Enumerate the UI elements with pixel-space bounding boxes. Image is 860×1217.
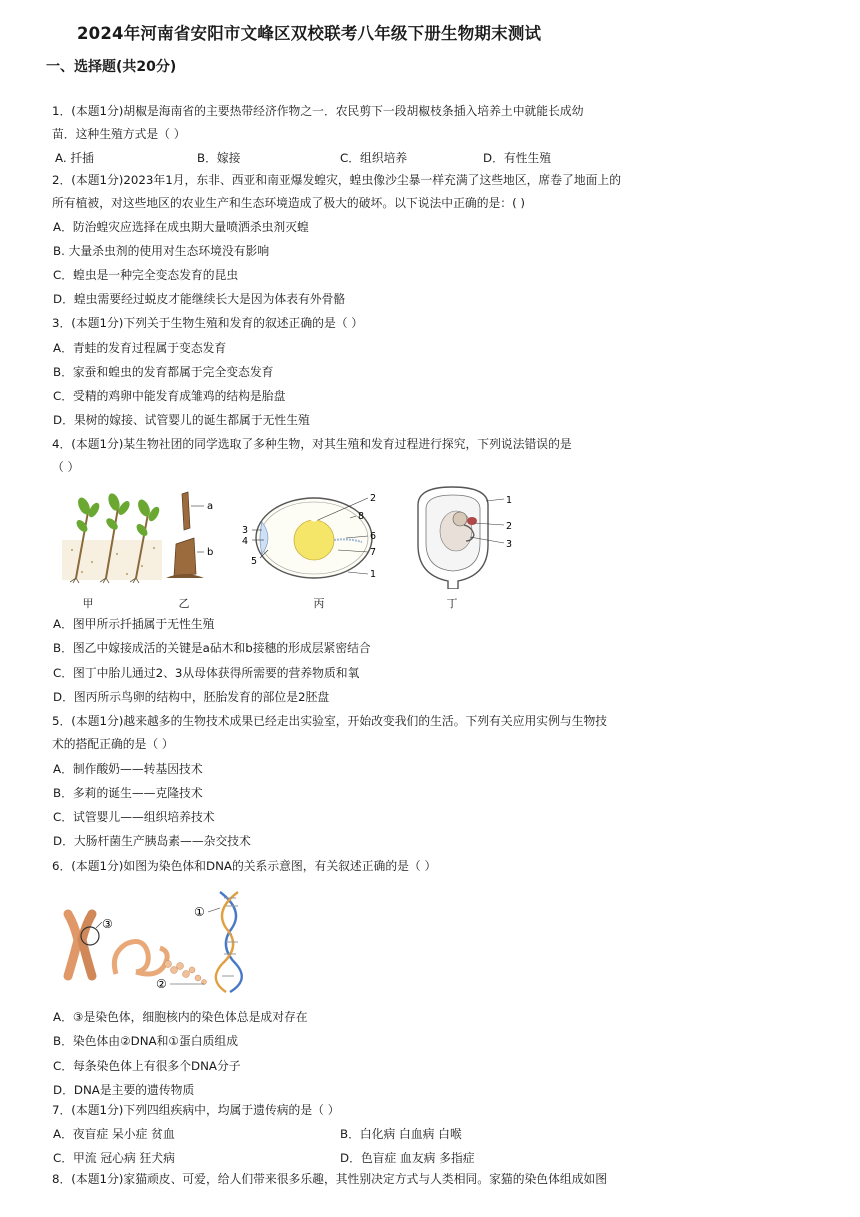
q2-option-a[interactable]: A．防治蝗灾应选择在成虫期大量喷洒杀虫剂灭蝗 (53, 220, 309, 234)
q5-option-a[interactable]: A．制作酸奶——转基因技术 (53, 762, 203, 776)
label-yi-b: b (207, 547, 214, 558)
label-bing-7: 7 (370, 547, 377, 558)
q7-option-b[interactable]: B．白化病 白血病 白喉 (340, 1127, 462, 1141)
q1-option-b[interactable]: B．嫁接 (197, 151, 241, 165)
q3-option-c[interactable]: C．受精的鸡卵中能发育成雏鸡的结构是胎盘 (53, 389, 286, 403)
label-protein-1: ① (194, 905, 205, 919)
label-ding-3: 3 (506, 539, 513, 550)
question-4-text: 4．(本题1分)某生物社团的同学选取了多种生物，对其生殖和发育过程进行探究，下列说法错误的是 (52, 437, 572, 451)
question-2-text: 2．(本题1分)2023年1月，东非、西亚和南亚爆发蝗灾，蝗虫像沙尘暴一样充满了这些地区，席卷了地面上的 (52, 173, 622, 187)
figure-ding-uterus (408, 485, 520, 589)
figure-jia-cuttings (62, 492, 162, 584)
q7-option-c[interactable]: C．甲流 冠心病 狂犬病 (53, 1151, 175, 1165)
q5-option-d[interactable]: D．大肠杆菌生产胰岛素——杂交技术 (53, 834, 251, 848)
q4-option-b[interactable]: B．图乙中嫁接成活的关键是a砧木和b接穗的形成层紧密结合 (53, 641, 371, 655)
q5-option-b[interactable]: B．多莉的诞生——克隆技术 (53, 786, 203, 800)
label-ding-1: 1 (506, 495, 513, 506)
figure-chromosome-dna (60, 884, 268, 996)
figure-bing-egg (238, 490, 388, 586)
q1-option-d[interactable]: D．有性生殖 (483, 151, 552, 165)
page-title: 2024年河南省安阳市文峰区双校联考八年级下册生物期末测试 (77, 24, 542, 43)
q3-option-a[interactable]: A．青蛙的发育过程属于变态发育 (53, 341, 227, 355)
q6-option-c[interactable]: C．每条染色体上有很多个DNA分子 (53, 1059, 241, 1073)
q4-option-c[interactable]: C．图丁中胎儿通过2、3从母体获得所需要的营养物质和氧 (53, 666, 360, 680)
label-bing-1: 1 (370, 569, 377, 580)
figure-caption-yi: 乙 (178, 597, 190, 610)
question-5-text-cont: 术的搭配正确的是（ ） (52, 737, 174, 751)
label-bing-4: 4 (242, 536, 249, 547)
question-1-text: 1．(本题1分)胡椒是海南省的主要热带经济作物之一．农民剪下一段胡椒枝条插入培养土中就能长成幼 (52, 104, 584, 118)
question-1-text-cont: 苗．这种生殖方式是（ ） (52, 127, 186, 141)
label-chromosome-3: ③ (102, 917, 113, 931)
label-dna-2: ② (156, 977, 167, 991)
q2-option-b[interactable]: B. 大量杀虫剂的使用对生态环境没有影响 (53, 244, 270, 258)
q4-option-a[interactable]: A．图甲所示扦插属于无性生殖 (53, 617, 215, 631)
q1-option-a[interactable]: A. 扦插 (55, 151, 94, 165)
q3-option-b[interactable]: B．家蚕和蝗虫的发育都属于完全变态发育 (53, 365, 274, 379)
q7-option-a[interactable]: A．夜盲症 呆小症 贫血 (53, 1127, 175, 1141)
q1-option-c[interactable]: C．组织培养 (340, 151, 408, 165)
figure-caption-bing: 丙 (313, 597, 325, 610)
q5-option-c[interactable]: C．试管婴儿——组织培养技术 (53, 810, 215, 824)
question-5-text: 5．(本题1分)越来越多的生物技术成果已经走出实验室，开始改变我们的生活。下列有关应用实例与生物技 (52, 714, 608, 728)
section-heading: 一、选择题(共20分) (46, 59, 177, 75)
label-bing-6: 6 (370, 531, 377, 542)
q6-option-d[interactable]: D．DNA是主要的遗传物质 (53, 1083, 195, 1097)
figure-yi-grafting (164, 488, 224, 584)
label-bing-5: 5 (251, 556, 258, 567)
q6-option-b[interactable]: B．染色体由②DNA和①蛋白质组成 (53, 1034, 238, 1048)
question-2-text-cont: 所有植被，对这些地区的农业生产和生态环境造成了极大的破坏。以下说法中正确的是：( ) (52, 196, 526, 210)
question-6-text: 6．(本题1分)如图为染色体和DNA的关系示意图，有关叙述正确的是（ ） (52, 859, 437, 873)
label-ding-2: 2 (506, 521, 513, 532)
question-3-text: 3．(本题1分)下列关于生物生殖和发育的叙述正确的是（ ） (52, 316, 364, 330)
label-bing-2: 2 (370, 493, 377, 504)
q7-option-d[interactable]: D．色盲症 血友病 多指症 (340, 1151, 475, 1165)
question-8-text: 8．(本题1分)家猫顽皮、可爱，给人们带来很多乐趣，其性别决定方式与人类相同。家猫的染色体组成如图 (52, 1172, 608, 1186)
label-yi-a: a (207, 501, 214, 512)
q3-option-d[interactable]: D．果树的嫁接、试管婴儿的诞生都属于无性生殖 (53, 413, 310, 427)
q6-option-a[interactable]: A．③是染色体，细胞核内的染色体总是成对存在 (53, 1010, 308, 1024)
question-4-text-cont: （ ） (52, 460, 80, 474)
label-bing-3: 3 (242, 525, 249, 536)
figure-caption-ding: 丁 (446, 597, 458, 610)
q2-option-c[interactable]: C．蝗虫是一种完全变态发育的昆虫 (53, 268, 239, 282)
q2-option-d[interactable]: D．蝗虫需要经过蜕皮才能继续长大是因为体表有外骨骼 (53, 292, 346, 306)
label-bing-8: 8 (358, 511, 365, 522)
question-7-text: 7．(本题1分)下列四组疾病中，均属于遗传病的是（ ） (52, 1103, 340, 1117)
q4-option-d[interactable]: D．图丙所示鸟卵的结构中，胚胎发育的部位是2胚盘 (53, 690, 330, 704)
figure-caption-jia: 甲 (82, 597, 94, 610)
